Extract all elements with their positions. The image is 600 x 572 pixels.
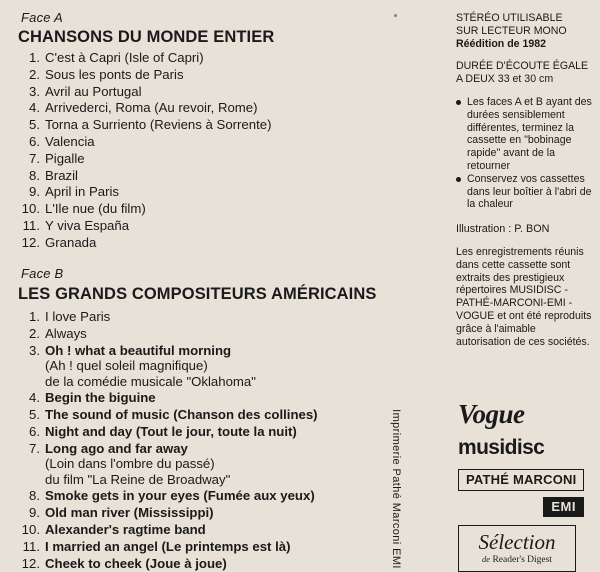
list-item <box>18 505 380 520</box>
track-number: 3. <box>29 83 40 99</box>
list-item <box>18 556 380 571</box>
track-title: Pigalle <box>45 150 85 166</box>
list-item <box>18 50 380 65</box>
face-b-title: LES GRANDS COMPOSITEURS AMÉRICAINS <box>18 285 377 304</box>
duration-line-1: DURÉE D'ÉCOUTE ÉGALE <box>456 60 589 73</box>
list-item <box>18 151 380 166</box>
list-item <box>18 309 380 324</box>
track-title: C'est à Capri (Isle of Capri) <box>45 50 204 65</box>
list-item <box>18 424 380 439</box>
track-number: 7. <box>29 150 40 166</box>
face-a-block <box>18 10 380 250</box>
legal-text: Les enregistrements réunis dans cette cassette sont extraits des prestigieux répertoires MUSIDISC - PATHÉ-MARCONI-EMI - VOGUE et ont été reproduits grâce à l'aimable autorisation de ces sociétés. <box>456 245 592 348</box>
selection-wordmark: Sélection <box>478 530 556 554</box>
track-number: 8. <box>29 488 40 504</box>
legal-block <box>456 246 592 348</box>
list-item <box>18 235 380 250</box>
list-item <box>18 522 380 537</box>
spine <box>385 0 407 570</box>
track-number: 7. <box>29 440 40 456</box>
list-item <box>18 84 380 99</box>
face-b-label: Face B <box>21 266 64 282</box>
list-item <box>18 488 380 503</box>
duration-block <box>456 60 592 86</box>
track-note: du film "La Reine de Broadway" <box>45 471 231 487</box>
stereo-block <box>456 12 592 50</box>
list-item <box>18 326 380 341</box>
track-title: Valencia <box>45 133 95 149</box>
track-title: I love Paris <box>45 309 111 325</box>
list-item <box>18 184 380 199</box>
list-item <box>18 343 380 389</box>
track-title: Brazil <box>45 167 78 183</box>
track-title: Smoke gets in your eyes (Fumée aux yeux) <box>45 488 315 504</box>
track-number: 12. <box>21 555 40 571</box>
stereo-line-1: STÉRÉO UTILISABLE <box>456 12 563 24</box>
emi-logo: EMI <box>543 497 584 517</box>
track-number: 9. <box>29 184 40 200</box>
readers-digest-de: de <box>482 554 491 564</box>
track-subtitle: (Ah ! quel soleil magnifique) <box>45 358 208 374</box>
track-title: Granada <box>45 234 97 250</box>
face-b-block <box>18 266 380 571</box>
face-a-label: Face A <box>21 10 63 25</box>
track-number: 11. <box>22 538 40 554</box>
track-number: 1. <box>29 309 40 325</box>
track-number: 4. <box>29 390 40 406</box>
track-number: 12. <box>21 234 40 250</box>
musidisc-logo: musidisc <box>458 436 545 459</box>
track-title: I married an angel (Le printemps est là) <box>45 538 291 554</box>
track-number: 6. <box>29 423 40 439</box>
reedition-line: Réédition de 1982 <box>456 37 547 50</box>
list-item <box>18 218 380 233</box>
list-item <box>18 390 380 405</box>
track-number: 2. <box>29 325 40 341</box>
list-item <box>18 407 380 422</box>
list-item <box>18 67 380 82</box>
readers-digest-name: Reader's Digest <box>492 555 552 565</box>
list-item <box>18 168 380 183</box>
track-title: L'Ile nue (du film) <box>45 201 146 217</box>
track-number: 5. <box>29 407 40 423</box>
track-title: April in Paris <box>45 184 120 200</box>
track-number: 6. <box>29 133 40 149</box>
selection-readers-digest-logo <box>458 525 576 572</box>
illustration-credit: Illustration : P. BON <box>456 223 550 236</box>
track-title: The sound of music (Chanson des collines) <box>45 407 318 423</box>
track-title: Old man river (Mississippi) <box>45 505 214 521</box>
track-title: Night and day (Tout le jour, toute la nuit) <box>45 423 297 439</box>
track-title: Long ago and far away <box>45 440 188 456</box>
emi-logo-row <box>458 497 584 517</box>
track-title: Y viva España <box>45 217 130 233</box>
track-number: 1. <box>29 50 40 65</box>
stereo-line-2: SUR LECTEUR MONO <box>456 24 567 37</box>
track-number: 5. <box>29 117 40 133</box>
list-item <box>18 100 380 115</box>
note-item-1: Les faces A et B ayant des durées sensiblement différentes, terminez la cassette en "bobinage rapide" avant de la retourner <box>456 96 592 173</box>
track-note: de la comédie musicale "Oklahoma" <box>45 373 256 389</box>
track-title: Arrivederci, Roma (Au revoir, Rome) <box>45 100 258 116</box>
track-number: 10. <box>21 201 40 217</box>
track-number: 4. <box>29 100 40 116</box>
logo-stack <box>458 400 593 572</box>
track-number: 11. <box>22 217 40 233</box>
track-number: 3. <box>29 342 40 358</box>
track-number: 2. <box>29 66 40 82</box>
face-a-title: CHANSONS DU MONDE ENTIER <box>18 28 275 46</box>
notes-block <box>456 96 592 211</box>
track-subtitle: (Loin dans l'ombre du passé) <box>45 456 215 472</box>
registration-dot-icon <box>394 14 397 17</box>
pathe-marconi-logo: PATHÉ MARCONI <box>458 469 584 491</box>
note-item-2: Conservez vos cassettes dans leur boîtier à l'abri de la chaleur <box>456 173 592 211</box>
list-item <box>18 441 380 487</box>
track-title: Oh ! what a beautiful morning <box>45 342 232 358</box>
track-title: Cheek to cheek (Joue à joue) <box>45 555 227 571</box>
track-title: Alexander's ragtime band <box>45 521 206 537</box>
track-title: Sous les ponts de Paris <box>45 66 184 82</box>
face-b-tracklist <box>18 309 380 571</box>
track-title: Torna a Surriento (Reviens à Sorrente) <box>45 117 272 133</box>
list-item <box>18 201 380 216</box>
readers-digest-wordmark <box>465 554 569 565</box>
list-item <box>18 134 380 149</box>
track-title: Avril au Portugal <box>45 83 142 99</box>
track-title: Begin the biguine <box>45 390 156 406</box>
track-number: 10. <box>21 521 40 537</box>
list-item <box>18 539 380 554</box>
printer-credit: Imprimerie Pathé Marconi EMI <box>390 409 402 569</box>
track-title: Always <box>45 325 87 341</box>
track-number: 8. <box>29 167 40 183</box>
vogue-logo: Vogue <box>458 399 525 429</box>
track-number: 9. <box>29 505 40 521</box>
duration-line-2: A DEUX 33 et 30 cm <box>456 73 554 86</box>
face-a-tracklist <box>18 50 380 250</box>
list-item <box>18 117 380 132</box>
